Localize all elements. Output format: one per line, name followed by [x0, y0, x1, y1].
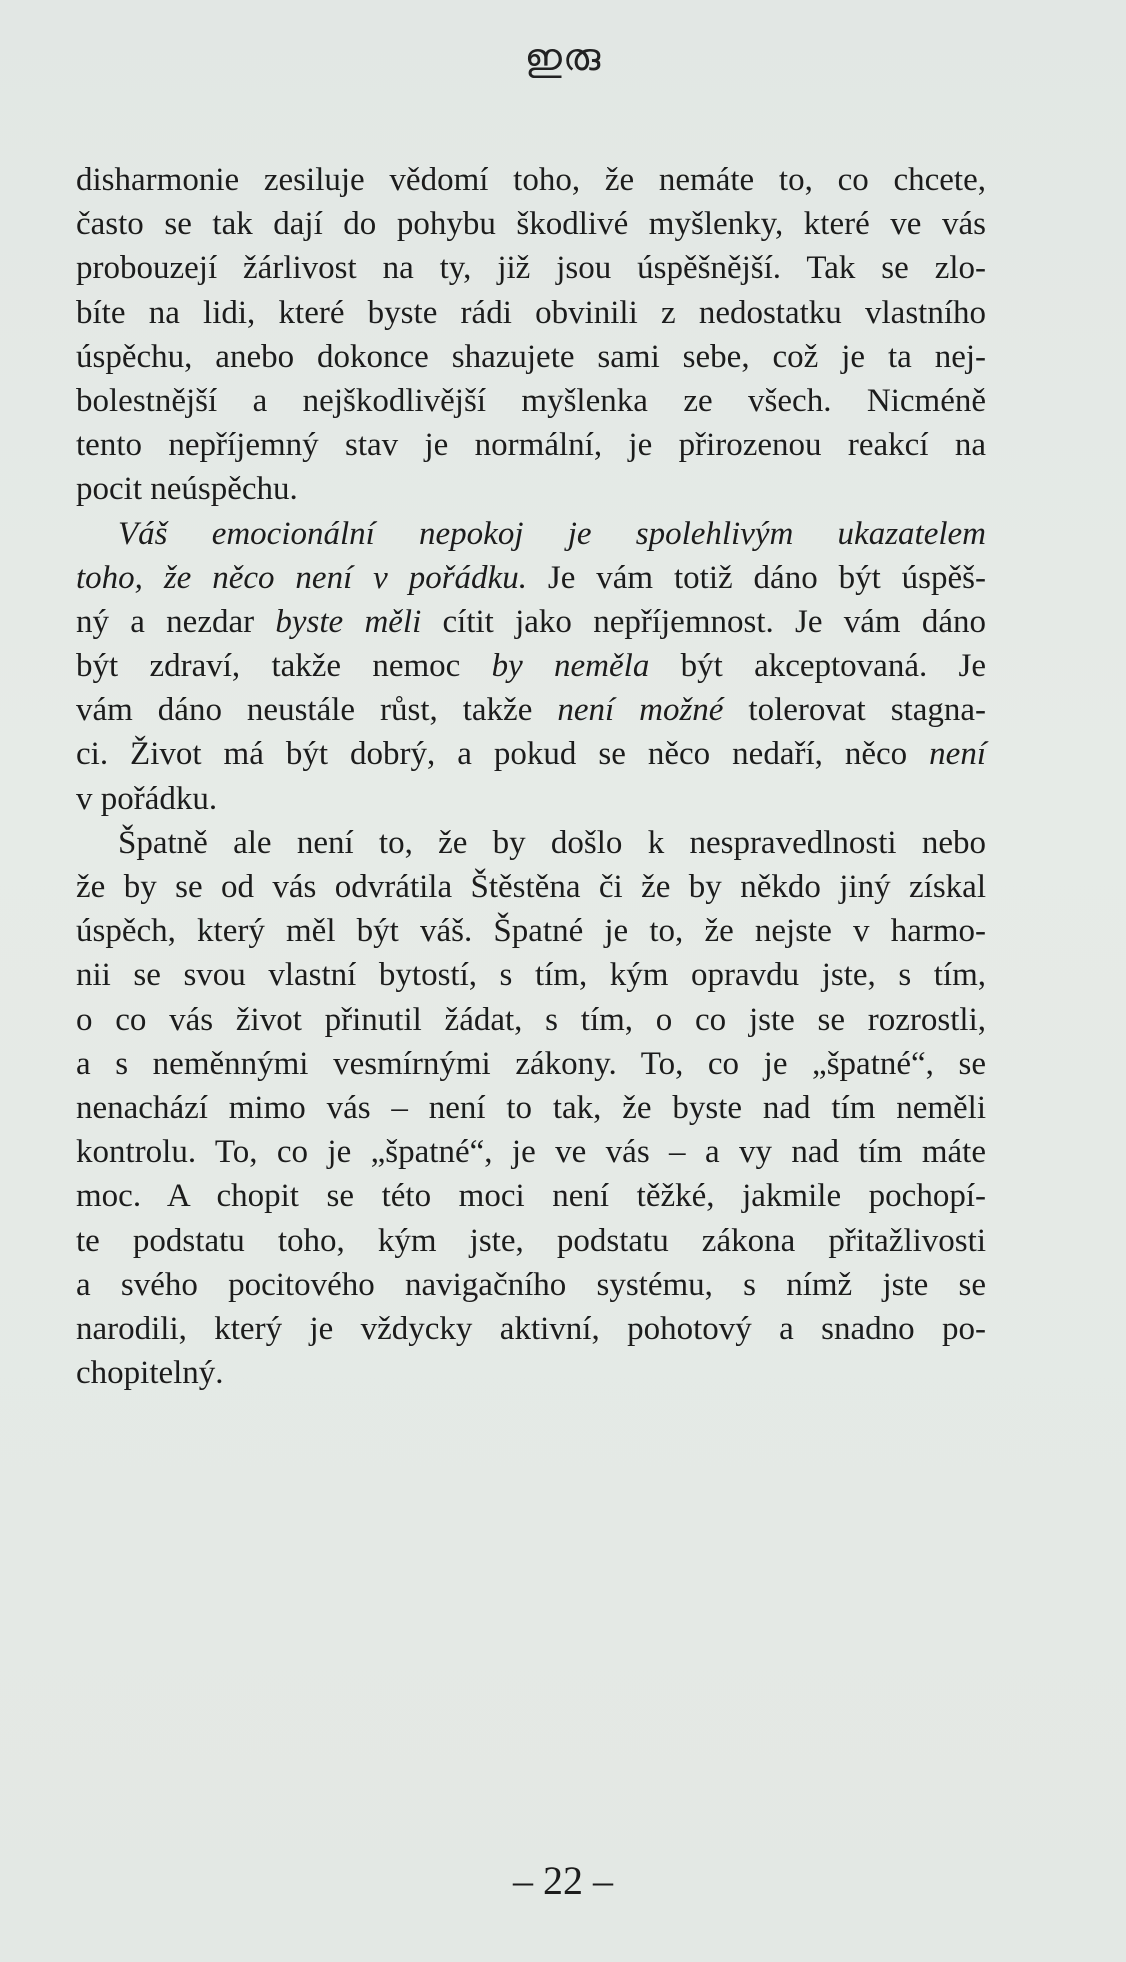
text-line: nenachází mimo vás – není to tak, že byste nad tím neměli [76, 1089, 986, 1126]
text-run: vám dáno neustále růst, takže [76, 692, 558, 729]
text-line [76, 688, 986, 732]
text-line [76, 512, 986, 556]
text-line: úspěchu, anebo dokonce shazujete sami sebe, což je ta nej- [76, 338, 986, 375]
text-run: ci. Život má být dobrý, a pokud se něco nedaří, něco [76, 736, 930, 773]
text-run: Je vám totiž dáno být úspěš- [526, 559, 987, 596]
italic-text: není [929, 736, 986, 773]
text-line: o co vás život přinutil žádat, s tím, o co jste se rozrostli, [76, 1001, 986, 1038]
text-run: v pořádku. [76, 780, 218, 817]
text-run: ný a nezdar [76, 603, 276, 640]
text-run: být akceptovaná. Je [649, 648, 986, 685]
text-line: tento nepříjemný stav je normální, je přirozenou reakcí na [76, 427, 986, 464]
italic-text: toho, že něco není v pořádku. [76, 559, 527, 596]
body-text [76, 158, 986, 1395]
text-run: tolerovat stagna- [723, 692, 986, 729]
text-line: pocit neúspěchu. [76, 471, 298, 508]
text-line [76, 556, 986, 600]
text-line: nii se svou vlastní bytostí, s tím, kým opravdu jste, s tím, [76, 957, 986, 994]
italic-text: byste měli [275, 603, 422, 640]
text-line [76, 644, 986, 688]
text-line: a svého pocitového navigačního systému, s nímž jste se [76, 1266, 986, 1303]
italic-text: by neměla [491, 648, 650, 685]
text-line: Špatně ale není to, že by došlo k nespravedlnosti nebo [118, 824, 986, 861]
text-line: disharmonie zesiluje vědomí toho, že nemáte to, co chcete, [76, 162, 986, 198]
text-line: bolestnější a nejškodlivější myšlenka ze všech. Nicméně [76, 382, 986, 419]
text-line: te podstatu toho, kým jste, podstatu zákona přitažlivosti [76, 1222, 986, 1259]
text-line: bíte na lidi, které byste rádi obvinili z nedostatku vlastního [76, 294, 986, 331]
text-run: cítit jako nepříjemnost. Je vám dáno [421, 603, 986, 640]
text-line [76, 777, 986, 821]
text-line [76, 732, 986, 776]
text-line: a s neměnnými vesmírnými zákony. To, co je „špatné“, se [76, 1045, 986, 1082]
text-line: kontrolu. To, co je „špatné“, je ve vás – a vy nad tím máte [76, 1134, 986, 1171]
italic-text: Váš emocionální nepokoj je spolehlivým ukazatelem [118, 515, 986, 552]
text-run: být zdraví, takže nemoc [76, 648, 492, 685]
text-line [76, 600, 986, 644]
page-number: – 22 – [513, 1858, 613, 1903]
text-line: že by se od vás odvrátila Štěstěna či že by někdo jiný získal [76, 869, 986, 905]
italic-text: není možné [557, 692, 724, 729]
text-line: úspěch, který měl být váš. Špatné je to, že nejste v harmo- [76, 913, 986, 950]
text-line: chopitelný. [76, 1355, 224, 1392]
ornament-icon: ഇരു [524, 37, 602, 79]
text-line: narodili, který je vždycky aktivní, pohotový a snadno po- [76, 1310, 986, 1347]
text-line: probouzejí žárlivost na ty, již jsou úspěšnější. Tak se zlo- [76, 250, 986, 287]
text-line: často se tak dají do pohybu škodlivé myšlenky, které ve vás [76, 206, 986, 243]
text-line: moc. A chopit se této moci není těžké, jakmile pochopí- [76, 1178, 986, 1215]
